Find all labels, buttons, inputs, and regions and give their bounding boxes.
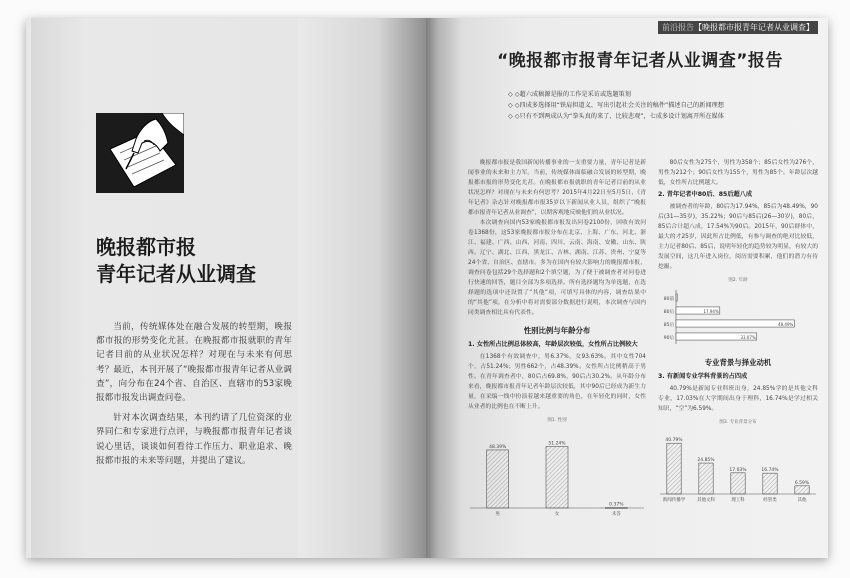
age-bar-chart (658, 288, 818, 346)
section-heading: 专业背景与择业动机 (704, 358, 772, 367)
bar (676, 320, 794, 327)
running-header (658, 21, 818, 34)
data-label: 24.85% (697, 458, 715, 464)
bar (731, 473, 745, 494)
right-page (426, 18, 828, 558)
chart-caption: 图3. 专业背景分布 (719, 420, 757, 425)
title-line-2: 青年记者从业调查 (96, 262, 256, 286)
section-heading: 性别比例与年龄分布 (523, 326, 591, 335)
body-paragraph: 在1368个有效调查中，男6.37%，女93.63%。其中女性704个，占51.24%；男性662个，占48.39%。女性所占比例稍高于男性。在青年调查者中，80后占69.8%，90后占30.2%。从年龄分布来看，晚报都市报青年记者年龄层次较低，其中90后已经成为新生力量，在采编一线中扮演着越来越重要的角色，在年轻化的同时，女性从业者的比例也在不断上升。 (468, 354, 646, 410)
title-line-1: 晚报都市报 (96, 235, 196, 259)
tick-label: 90后 (663, 336, 674, 342)
left-page-title (96, 234, 256, 288)
subsection-heading: 3. 有新闻专业学科背景的占四成 (658, 373, 748, 380)
tick-label: 未答 (611, 512, 621, 517)
tick-label: 其他文科 (697, 498, 715, 503)
data-label: 48.39% (489, 444, 507, 450)
bar (795, 486, 809, 494)
data-label: 48.49% (778, 321, 794, 327)
data-label: 16.74% (761, 468, 779, 474)
tick-label: 理工科 (731, 498, 745, 503)
gender-bar-chart (468, 428, 646, 520)
header-article: 【晚报都市报青年记者从业调查】 (694, 23, 814, 32)
data-label: 17.03% (729, 467, 747, 473)
summary-bullet: ◇ ◇四成多选择用“铁肩担道义、写出引起社会关注的稿件”描述自己的新闻理想 (508, 100, 724, 111)
intro-paragraph-2: 针对本次调查结果，本刊约请了几位资深的业界同仁和专家进行点评，与晚报都市报青年记者谈说心里话，谈谈如何看待工作压力、职业追求、晚报都市报的未来等问题，并提出了建议。 (96, 413, 292, 466)
bar (546, 447, 568, 508)
body-paragraph: 被调查者的年龄，80后为17.94%，85后为48.49%，90后(31—35岁)，35.22%；90后与85后(26—30岁)，80后，85后合计超八成，17.54%为90后。2015年，90后群体中，最大的才25岁，因此所占比例低，有参与调查的绝对比较低，主力记者80后、85后，说明年轻化的趋势较为明显，有较大的发展空间，这几年进入岗位，阅历需要积累，他们的潜力有待挖掘。 (658, 204, 818, 270)
tick-label: 经管类 (763, 498, 777, 503)
data-label: 51.24% (548, 441, 566, 447)
magazine-spread (26, 18, 828, 558)
major-bar-chart (658, 430, 818, 506)
tick-label: 女 (554, 512, 560, 517)
body-paragraph: 80后女性为275个，男性为358个；85后女性为276个，男性为212个；90后女性为155个，男性为85个。年龄层次越低，女性所占比例越大。 (658, 160, 818, 186)
data-label: 0.37% (609, 502, 624, 508)
data-label: 6.59% (794, 480, 810, 486)
tick-label: 新闻传播学 (662, 498, 686, 503)
tick-label: 男 (495, 512, 500, 517)
tick-label: 80前 (663, 297, 674, 303)
chart-caption: 图1. 性别 (547, 418, 567, 423)
bar (605, 508, 627, 509)
data-label: 33.07% (740, 334, 756, 340)
bar (763, 473, 777, 494)
data-label: 17.94% (703, 308, 719, 314)
subsection-heading: 2. 青年记者中80后、85后超八成 (658, 191, 753, 198)
bar (487, 450, 509, 508)
data-label: 40.79% (665, 438, 683, 444)
bar (699, 463, 713, 494)
article-column-right (658, 158, 818, 510)
subsection-heading: 1. 女性所占比例总体较高，年龄层次较低，女性所占比例较大 (468, 341, 638, 348)
tick-label: 其他 (797, 498, 807, 503)
summary-bullets (508, 89, 724, 122)
intro-paragraph-1: 当前，传统媒体处在融合发展的转型期，晚报都市报的形势变化尤甚。在晚报都市报就职的青年记者目前的从业状况怎样？对现在与未来有何思考？最近，本刊开展了“晚报都市报青年记者从业调查”，向分布在24个省、自治区、直辖市的53家晚报都市报发出调查问卷。 (96, 322, 292, 404)
summary-bullet: ◇ ◇只有不到两成认为“拳头真的来了、比较悲观”，七成多设计划离开所在媒体 (508, 111, 724, 122)
report-title: “晚报都市报青年记者从业调查”报告 (497, 51, 783, 71)
body-paragraph: 本次调查向国内53家晚报都市报发出问卷2100份，回收有效问卷1368份，这53家晚报都市报分布在北京、上海、广东、河北、浙江、福建、广西、山西、河南、四川、云南、海南、安徽、山东、陕西、辽宁、湖北、江西、黑龙江、吉林、湖南、江苏、贵州、宁夏等24个省、自治区、直辖市。多为在国内有较大影响力的晚报都市报，调查问卷包括29个选择题和2个填空题，为了便于被调查者对问卷进行快速的回答，题目全部为多项选择。所有选择题均为单选题，在选择题的选项中还设置了“其他”项，可填写具体的内容，调查结果中的“其他”项，在分析中将对需要部分数据进行说明，本次调查与国内同类调查相比具有代表性。 (468, 220, 646, 316)
bar (667, 443, 681, 494)
chart-caption: 图2. 年龄 (728, 278, 748, 283)
article-column-left (468, 158, 646, 524)
body-paragraph: 晚报都市报是我国新闻传播事业的一支重要力量，青年记者是新闻事业的未来和主力军。当前，传统媒体面临融合发展的转型期，晚报都市报的形势变化尤甚。在晚报都市报就职的青年记者目前的从业状况怎样？对现在与未来有何思考？2015年4月22日至5月5日，《青年记者》杂志针对晚报都市报35岁以下新闻从业人员，组织了“晚报都市报青年记者从业调查”，以期客观地反映他们的从业状况。 (468, 160, 646, 216)
hand-writing-icon (96, 113, 184, 193)
left-page (26, 18, 426, 558)
left-gray-panel (31, 18, 298, 558)
bar (676, 294, 677, 301)
header-section: 前沿报告 (662, 23, 694, 32)
summary-bullet: ◇ ◇超六成稿源是报的工作是采访或选题策划 (508, 89, 724, 100)
tick-label: 80后 (663, 310, 674, 316)
intro-text (96, 320, 292, 468)
body-paragraph: 40.79%是新闻专业科班出身，24.85%学的是其他文科专业，17.03%在大学期间出身于理科，16.74%是学过相关知识，“空”为6.59%。 (658, 386, 818, 412)
tick-label: 85后 (663, 323, 674, 329)
